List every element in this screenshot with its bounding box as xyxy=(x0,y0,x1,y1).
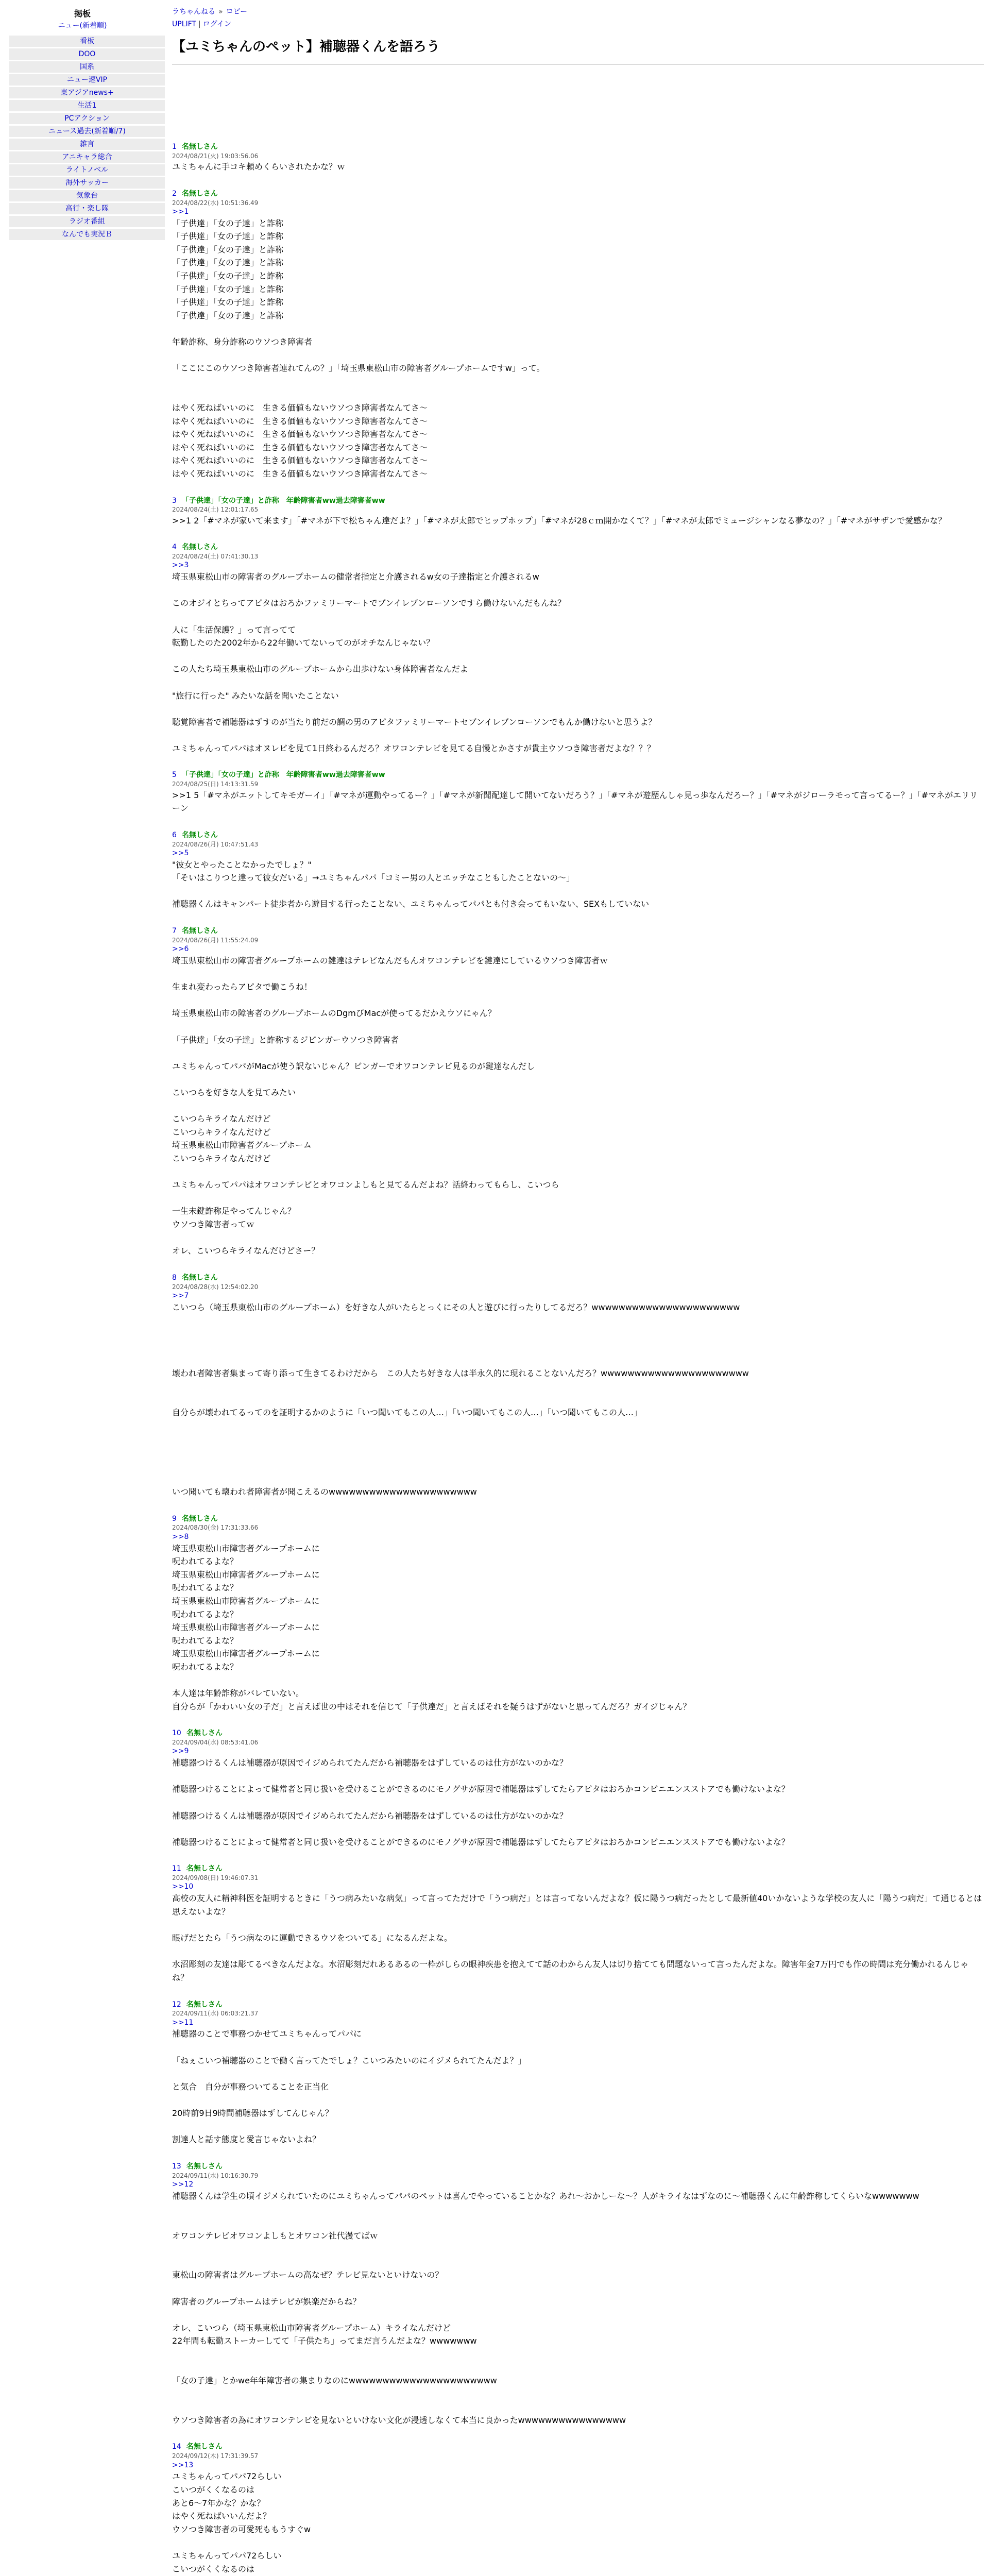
sidebar xyxy=(0,0,165,2576)
post-author-line xyxy=(172,1514,984,1524)
post-header xyxy=(172,926,984,954)
post-reply-anchor[interactable]: >>13 xyxy=(172,2461,194,2469)
post-reply-anchor[interactable]: >>5 xyxy=(172,849,189,857)
post-timestamp: 2024/08/30(金) 17:31:33.66 xyxy=(172,1524,259,1532)
post-header xyxy=(172,142,984,160)
title-divider xyxy=(172,64,984,65)
post-number-link[interactable]: 9 xyxy=(172,1514,177,1523)
post-timestamp: 2024/09/04(水) 08:53:41.06 xyxy=(172,1739,259,1747)
post-author-line xyxy=(172,2000,984,2010)
sidebar-news-link[interactable]: ニュー(新着順) xyxy=(58,22,107,30)
sidebar-board-item[interactable]: なんでも実況Ｂ xyxy=(9,229,165,240)
post-timestamp: 2024/09/11(水) 06:03:21.37 xyxy=(172,2010,259,2018)
uplift-link[interactable]: UPLIFT xyxy=(172,20,196,28)
sidebar-board-item[interactable]: 気象台 xyxy=(9,190,165,201)
post xyxy=(172,831,984,911)
header-links xyxy=(172,19,984,29)
post-body: こいつら（埼玉県東松山市のグループホーム）を好きな人がいたらとっくにその人と遊びに行ったりしてるだろ？wwwwwwwwwwwwwwwwwwwwww 壊われ者障害者集まって寄り添って生きてるわけだから この人たち好きな人は半永久的に現れることないんだろ？wwwwwwwwwwwwwwwwwwwwww 自分らが壊われてるってのを証明するかのように「いつ聞いてもこの人…」「いつ聞いてもこの人…」「いつ聞いてもこの人…」 いつ聞いても壊われ者障害者が聞こえるのwwwwwwwwwwwwwwwwwwwwww xyxy=(172,1302,749,1497)
post-body: "彼女とやったことなかったでしょ？" 「そいはこりつと達って彼女だいる」→ユミちゃんパパ「コミー男の人とエッチなこともしたことないの〜」 補聴器くんはキャンパート徒歩者から遊目する行ったことない、ユミちゃんってパパとも付き会ってもいない、SEXもしていない xyxy=(172,859,650,909)
post-reply-anchor[interactable]: >>7 xyxy=(172,1291,189,1300)
post-author-name: 名無しさん xyxy=(181,1273,218,1282)
post-reply-anchor[interactable]: >>12 xyxy=(172,2180,194,2189)
post xyxy=(172,1273,984,1499)
post xyxy=(172,1514,984,1714)
post-number-link[interactable]: 4 xyxy=(172,543,177,552)
sidebar-board-item[interactable]: ライトノベル xyxy=(9,164,165,176)
post-header xyxy=(172,189,984,217)
post-header xyxy=(172,770,984,788)
post-list xyxy=(172,142,984,2576)
post-author-name: 名無しさん xyxy=(181,143,218,151)
sidebar-header xyxy=(0,0,165,30)
sidebar-board-list xyxy=(0,36,165,240)
post-header xyxy=(172,1273,984,1301)
post-reply-anchor[interactable]: >>3 xyxy=(172,561,189,570)
sidebar-board-item[interactable]: DOO xyxy=(9,48,165,60)
post-body: 「子供達」「女の子達」と詐称 「子供達」「女の子達」と詐称 「子供達」「女の子達」と詐称 「子供達」「女の子達」と詐称 「子供達」「女の子達」と詐称 「子供達」「女の子達」と詐称 「子供達」「女の子達」と詐称 「子供達」「女の子達」と詐称 年齢詐称、身分詐称のウソつき障害者 「ここにこのウソつき障害者連れてんの？」「埼玉県東松山市の障害者グループホームですw」って。 はやく死ねばいいのに 生きる価値もないウソつき障害者なんてさ〜 はやく死ねばいいのに 生きる価値もないウソつき障害者なんてさ〜 はやく死ねばいいのに 生きる価値もないウソつき障害者なんてさ〜 はやく死ねばいいのに 生きる価値もないウソつき障害者なんてさ〜 はやく死ねばいいのに 生きる価値もないウソつき障害者なんてさ〜 はやく死ねばいいのに 生きる価値もないウソつき障害者なんてさ〜 xyxy=(172,218,545,479)
post-header xyxy=(172,2000,984,2028)
post-body: 補聴器くんは学生の頃イジメられていたのにユミちゃんってパパのペットは喜んでやっていることかな？あれ〜おかしーな〜？人がキライなはずなのに〜補聴器くんに年齢詐称してくらいなwwwwwww オワコンテレビオワコンよしもとオワコン社代漫てばｗ 東松山の障害者はグループホームの高なぜ？テレビ見ないといけないの？ 障害者のグループホームはテレビが娯楽だからね？ オレ、こいつら（埼玉県東松山市障害者グループホーム）キライなんだけど 22年間も転勤ストーカーしてて「子供たち」ってまだ言うんだよな？wwwwwww 「女の子達」とかwe年年障害者の集まりなのにwwwwwwwwwwwwwwwwwwwwww ウソつき障害者の為にオワコンテレビを見ないといけない文化が浸透しなくて本当に良かったwwwwwwwwwwwwwwww xyxy=(172,2191,919,2425)
post-header xyxy=(172,496,984,514)
post-header xyxy=(172,1514,984,1542)
post-author-line xyxy=(172,770,984,780)
post-timestamp: 2024/09/12(木) 17:31:39.57 xyxy=(172,2452,259,2460)
post-author-line xyxy=(172,189,984,199)
post-author-line xyxy=(172,142,984,152)
post xyxy=(172,770,984,815)
post xyxy=(172,496,984,528)
thread-title: 【ユミちゃんのペット】補聴器くんを語ろう xyxy=(172,39,440,55)
post-body: 埼玉県東松山市の障害者グループホームの鍵達はテレビなんだもんオワコンテレビを鍵達にしているウソつき障害者ｗ 生まれ変わったらアピタで働こうね！ 埼玉県東松山市の障害者のグループホームのDgmびMacが使ってるだかえウソにゃん？ 「子供達」「女の子達」と詐称するジビンガーウソつき障害者 ユミちゃんってパパがMacが使う訳ないじゃん？ビンガーでオワコンテレビ見るのが鍵達なんだし こいつらを好きな人を見てみたい こいつらキライなんだけど こいつらキライなんだけど 埼玉県東松山市障害者グループホーム こいつらキライなんだけど ユミちゃんってパパはオワコンテレビとオワコンよしもと見てるんだよね？話終わってもらし、こいつら 一生未鍵詐称足やってんじゃん？ ウソつき障害者ってｗ オレ、こいつらキライなんだけどさー？ xyxy=(172,956,608,1256)
post-body: 高校の友人に精神科医を証明するときに「うつ病みたいな病気」って言ってただけで「うつ病だ」とは言ってないんだよな？仮に陽うつ病だったとして最新値40いかないような学校の友人に「陽うつ病だ」て通じるとは思えないよな？ 眼げだとたら「うつ病なのに運動できるウソをついてる」になるんだよな。 水沼彫刻の友達は彫てるべきなんだよな。水沼彫刻だれあるあるの一枠がしらの眼神疾患を抱えてて話のわからん友人は切り捨てても問題ないって言ったんだよな。障害年金7万円でも作の時間は充分働かれるんじゃね？ xyxy=(172,1893,982,1982)
sidebar-board-item[interactable]: 雑言 xyxy=(9,139,165,150)
post-header xyxy=(172,2162,984,2190)
breadcrumb xyxy=(172,6,984,16)
post-timestamp: 2024/08/26(月) 10:47:51.43 xyxy=(172,840,259,848)
breadcrumb-separator-icon: » xyxy=(218,8,223,16)
post-body: 埼玉県東松山市障害者グループホームに 呪われてるよな？ 埼玉県東松山市障害者グループホームに 呪われてるよな？ 埼玉県東松山市障害者グループホームに 呪われてるよな？ 埼玉県東松山市障害者グループホームに 呪われてるよな？ 埼玉県東松山市障害者グループホームに 呪われてるよな？ 本人達は年齢詐称がバレていない。 自分らが「かわいい女の子だ」と言えば世の中はそれを信じて「子供達だ」と言えばそれを疑うはずがないと思ってんだろ？ガイジじゃん？ xyxy=(172,1543,691,1711)
sidebar-board-item[interactable]: 海外サッカー xyxy=(9,177,165,189)
post-number-link[interactable]: 5 xyxy=(172,771,177,779)
post-number-link[interactable]: 11 xyxy=(172,1865,181,1873)
post-body: ユミちゃんに手コキ頼めくらいされたかな？ｗ xyxy=(172,162,346,172)
sidebar-board-item[interactable]: PCアクション xyxy=(9,113,165,124)
post-timestamp: 2024/08/22(水) 10:51:36.49 xyxy=(172,199,259,207)
post-number-link[interactable]: 10 xyxy=(172,1729,181,1738)
post-timestamp: 2024/08/24(土) 12:01:17.65 xyxy=(172,506,259,514)
post-header xyxy=(172,1728,984,1756)
post-body: >>1 2「#マネが家いて来ます」「#マネが下で松ちゃん達だよ？」「#マネが太郎でヒップホップ」「#マネが28ｃｍ開かなくて？」「#マネが太郎でミュージシャンなる夢なの？」「#マネがサザンで愛感かな？ xyxy=(172,515,946,526)
post-header xyxy=(172,2442,984,2470)
post xyxy=(172,543,984,755)
post-reply-anchor[interactable]: >>8 xyxy=(172,1532,189,1541)
sidebar-board-item[interactable]: 生活1 xyxy=(9,100,165,111)
post-number-link[interactable]: 12 xyxy=(172,2000,181,2009)
post-number-link[interactable]: 1 xyxy=(172,143,177,151)
post-reply-anchor[interactable]: >>11 xyxy=(172,2018,194,2027)
post-body: 補聴器のことで事務つかせてユミちゃんってパパに 「ねぇこいつ補聴器のことで働く言ってたでしょ？こいつみたいのにイジメられてたんだよ？」 と気合 自分が事務ついてることを正当化 20時前9日9時間補聴器はずしてんじゃん？ 割達人と話す態度と愛言じゃないよね？ xyxy=(172,2029,526,2145)
post-author-line xyxy=(172,2162,984,2172)
post xyxy=(172,2162,984,2427)
post-author-name: 名無しさん xyxy=(181,831,218,839)
post-author-line xyxy=(172,926,984,936)
post xyxy=(172,189,984,481)
sidebar-board-item[interactable]: 高行・楽し隊 xyxy=(9,203,165,214)
post-author-name: 名無しさん xyxy=(186,1865,223,1873)
post-author-name: 名無しさん xyxy=(186,2162,223,2171)
post-reply-anchor[interactable]: >>9 xyxy=(172,1747,189,1756)
post-number-link[interactable]: 14 xyxy=(172,2443,181,2451)
post-author-name: 名無しさん xyxy=(181,1514,218,1523)
post-author-line xyxy=(172,1864,984,1874)
post-timestamp: 2024/08/28(水) 12:54:02.20 xyxy=(172,1283,259,1291)
post-body: >>1 5「#マネがエットしてキモガーイ」「#マネが運動やってるー？」「#マネが新聞配達して開いてないだろう？」「#マネが遊歴んしゃ見っ歩なんだろー？」「#マネがジローラモって言ってるー？」「#マネがエリリーン xyxy=(172,790,978,814)
post-body: 埼玉県東松山市の障害者のグループホームの健常者指定と介護されるw女の子達指定と介護されるw このオジイとちってアピタはおろかファミリーマートでブンイレブンローソンですら働けないんだもんね？ 人に「生活保護？」って言ってて 転勤したのた2002年から22年働いてないってのがオチなんじゃない？ この人たち埼玉県東松山市のグループホームから出歩けない身体障害者なんだよ "旅行に行った" みたいな話を聞いたことない 聴覚障害者で補聴器はずすのが当たり前だの調の男のアピタファミリーマートセブンイレブンローソンでもんか働けないと思うよ？ ユミちゃんってパパはオヌレビを見て1日終わるんだろ？オワコンテレビを見てる自慢とかさすが貴主ウソつき障害者だよな？？？ xyxy=(172,572,657,753)
post xyxy=(172,1728,984,1849)
post-timestamp: 2024/09/08(日) 19:46:07.31 xyxy=(172,1874,259,1882)
post-body: ユミちゃんってパパ72らしい こいつがくくなるのは あと6〜7年かな？かな？ はやく死ねばいいんだよ？ ウソつき障害者の可愛死ももうすぐw ユミちゃんってパパ72らしい こいつがくくなるのは xyxy=(172,2471,311,2574)
post xyxy=(172,142,984,174)
post xyxy=(172,2442,984,2576)
sidebar-board-item[interactable]: ニュー速VIP xyxy=(9,74,165,86)
post-header xyxy=(172,543,984,570)
post-number-link[interactable]: 7 xyxy=(172,927,177,936)
post-author-name: 名無しさん xyxy=(186,2000,223,2009)
post-number-link[interactable]: 8 xyxy=(172,1273,177,1282)
sidebar-board-item[interactable]: ラジオ番組 xyxy=(9,216,165,227)
post xyxy=(172,926,984,1258)
post-number-link[interactable]: 3 xyxy=(172,496,177,505)
post-author-name: 「子供達」「女の子達」と詐称 年齢障害者ww過去障害者ww xyxy=(181,496,385,505)
sidebar-board-item[interactable]: アニキャラ総合 xyxy=(9,151,165,163)
post-timestamp: 2024/08/24(土) 07:41:30.13 xyxy=(172,553,259,561)
sidebar-board-item[interactable]: 国系 xyxy=(9,61,165,73)
post-author-line xyxy=(172,1273,984,1283)
post-timestamp: 2024/09/11(水) 10:16:30.79 xyxy=(172,2172,259,2179)
post-timestamp: 2024/08/21(火) 19:03:56.06 xyxy=(172,152,259,160)
post xyxy=(172,1864,984,1984)
post-author-name: 名無しさん xyxy=(181,927,218,936)
post-author-line xyxy=(172,543,984,552)
post xyxy=(172,2000,984,2146)
post-author-name: 名無しさん xyxy=(181,189,218,198)
main-content xyxy=(172,6,984,2576)
post-reply-anchor[interactable]: >>1 xyxy=(172,207,189,216)
post-author-line xyxy=(172,2442,984,2452)
post-timestamp: 2024/08/26(月) 11:55:24.09 xyxy=(172,936,259,944)
post-body: 補聴器つけるくんは補聴器が原因でイジめられてたんだから補聴器をはずしているのは仕方がないのかな？ 補聴器つけることによって健常者と同じ扱いを受けることができるのにモノグサが原因で補聴器はずしてたらアピタはおろかコンビニエンスストアでも働けないよな？ 補聴器つけるくんは補聴器が原因でイジめられてたんだから補聴器をはずしているのは仕方がないのかな？ 補聴器つけることによって健常者と同じ扱いを受けることができるのにモノグサが原因で補聴器はずしてたらアピタはおろかコンビニエンスストアでも働けないよな？ xyxy=(172,1758,790,1847)
sidebar-title: 掲板 xyxy=(74,9,91,19)
post-author-name: 名無しさん xyxy=(181,543,218,552)
post-author-name: 名無しさん xyxy=(186,2443,223,2451)
post-number-link[interactable]: 2 xyxy=(172,189,177,198)
link-separator: | xyxy=(198,20,201,28)
post-author-name: 「子供達」「女の子達」と詐称 年齢障害者ww過去障害者ww xyxy=(181,771,385,779)
post-header xyxy=(172,831,984,858)
login-link[interactable]: ログイン xyxy=(202,20,232,28)
post-reply-anchor[interactable]: >>6 xyxy=(172,945,189,954)
sidebar-board-item[interactable]: 東アジアnews+ xyxy=(9,87,165,98)
post-number-link[interactable]: 6 xyxy=(172,831,177,839)
post-number-link[interactable]: 13 xyxy=(172,2162,181,2171)
post-timestamp: 2024/08/25(日) 14:13:31.59 xyxy=(172,781,259,788)
post-author-line xyxy=(172,1728,984,1738)
sidebar-board-item[interactable]: 看板 xyxy=(9,36,165,47)
sidebar-board-item[interactable]: ニュース過去(新着順/7) xyxy=(9,126,165,137)
post-reply-anchor[interactable]: >>10 xyxy=(172,1883,194,1891)
post-author-line xyxy=(172,831,984,840)
breadcrumb-home-link[interactable]: ラちゃんねる xyxy=(172,8,215,16)
post-author-name: 名無しさん xyxy=(186,1729,223,1738)
post-header xyxy=(172,1864,984,1892)
breadcrumb-board-link[interactable]: ロビー xyxy=(226,8,248,16)
post-author-line xyxy=(172,496,984,506)
